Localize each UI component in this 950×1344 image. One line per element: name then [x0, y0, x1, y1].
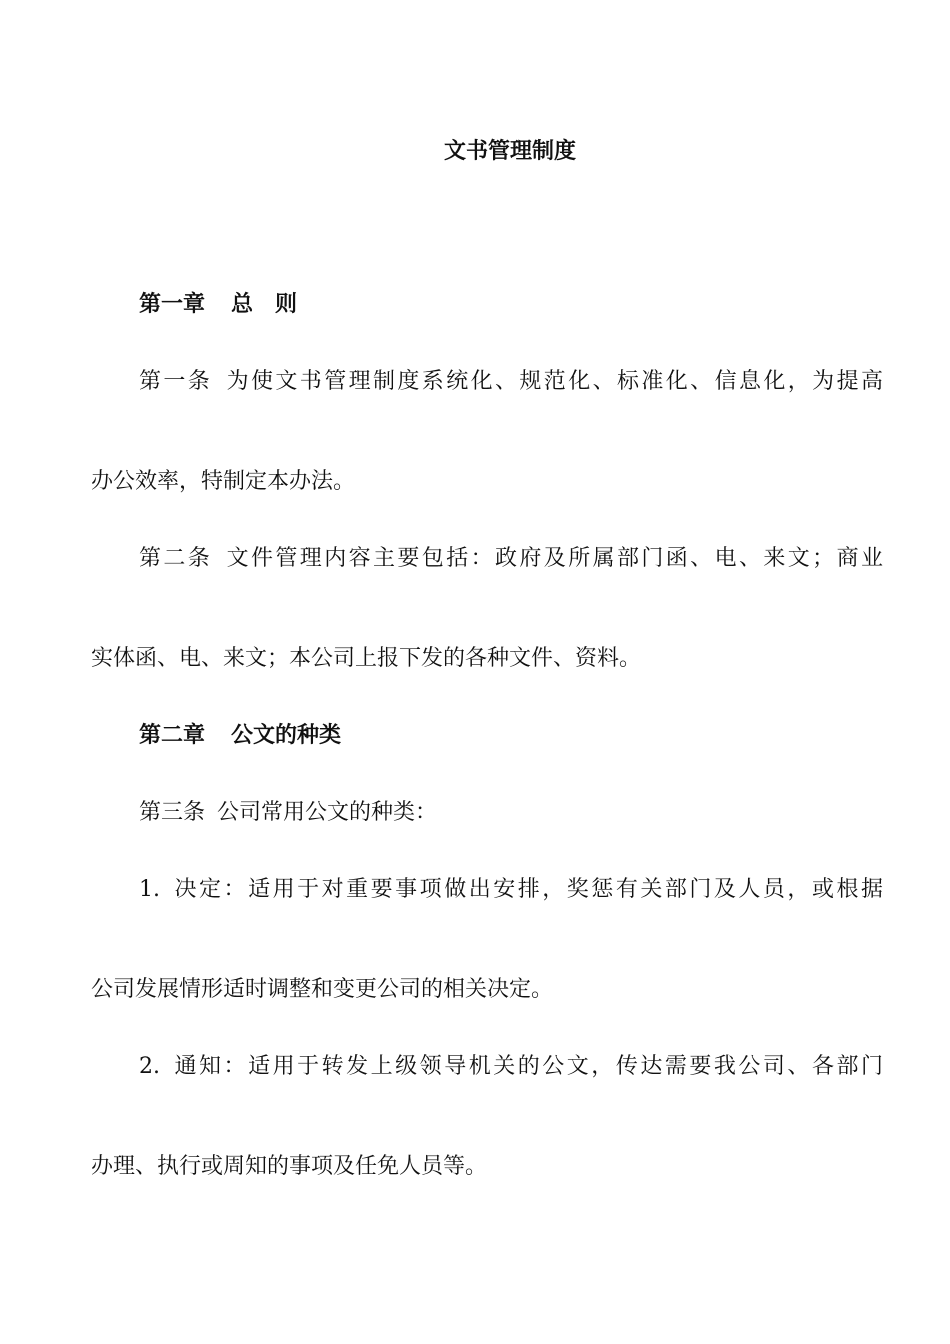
article-3-label: 第三条 [139, 800, 206, 825]
article-1-line-2: 办公效率，特制定本办法。 [91, 469, 356, 494]
item-1-line-1 [139, 874, 883, 906]
chapter-2-label: 第二章 [139, 723, 206, 748]
article-1-line-1 [139, 366, 883, 398]
item-2-number: 2. [139, 1054, 160, 1079]
article-3 [139, 797, 883, 829]
article-1-text-1: 为使文书管理制度系统化、规范化、标准化、信息化，为提高 [224, 369, 883, 394]
article-2-line-1 [139, 543, 883, 575]
article-1-label: 第一条 [139, 369, 213, 394]
chapter-1-heading [139, 289, 883, 321]
article-3-text: 公司常用公文的种类： [217, 800, 438, 825]
item-1-line-2: 公司发展情形适时调整和变更公司的相关决定。 [91, 977, 554, 1002]
article-2-label: 第二条 [139, 546, 213, 571]
article-2-line-2: 实体函、电、来文；本公司上报下发的各种文件、资料。 [91, 646, 642, 671]
item-2-line-1 [139, 1051, 883, 1083]
item-2-text-1: 通知：适用于转发上级领导机关的公文，传达需要我公司、各部门 [172, 1054, 883, 1079]
item-1-text-1: 决定：适用于对重要事项做出安排，奖惩有关部门及人员，或根据 [172, 877, 883, 902]
item-1-number: 1. [139, 877, 160, 902]
chapter-1-label: 第一章 [139, 292, 206, 317]
document-title: 文书管理制度 [443, 139, 576, 164]
chapter-2-name: 公文的种类 [231, 723, 342, 748]
article-2-text-1: 文件管理内容主要包括：政府及所属部门函、电、来文；商业 [224, 546, 883, 571]
chapter-1-name: 总 则 [231, 292, 298, 317]
item-2-line-2: 办理、执行或周知的事项及任免人员等。 [91, 1154, 488, 1179]
chapter-2-heading [139, 720, 883, 752]
